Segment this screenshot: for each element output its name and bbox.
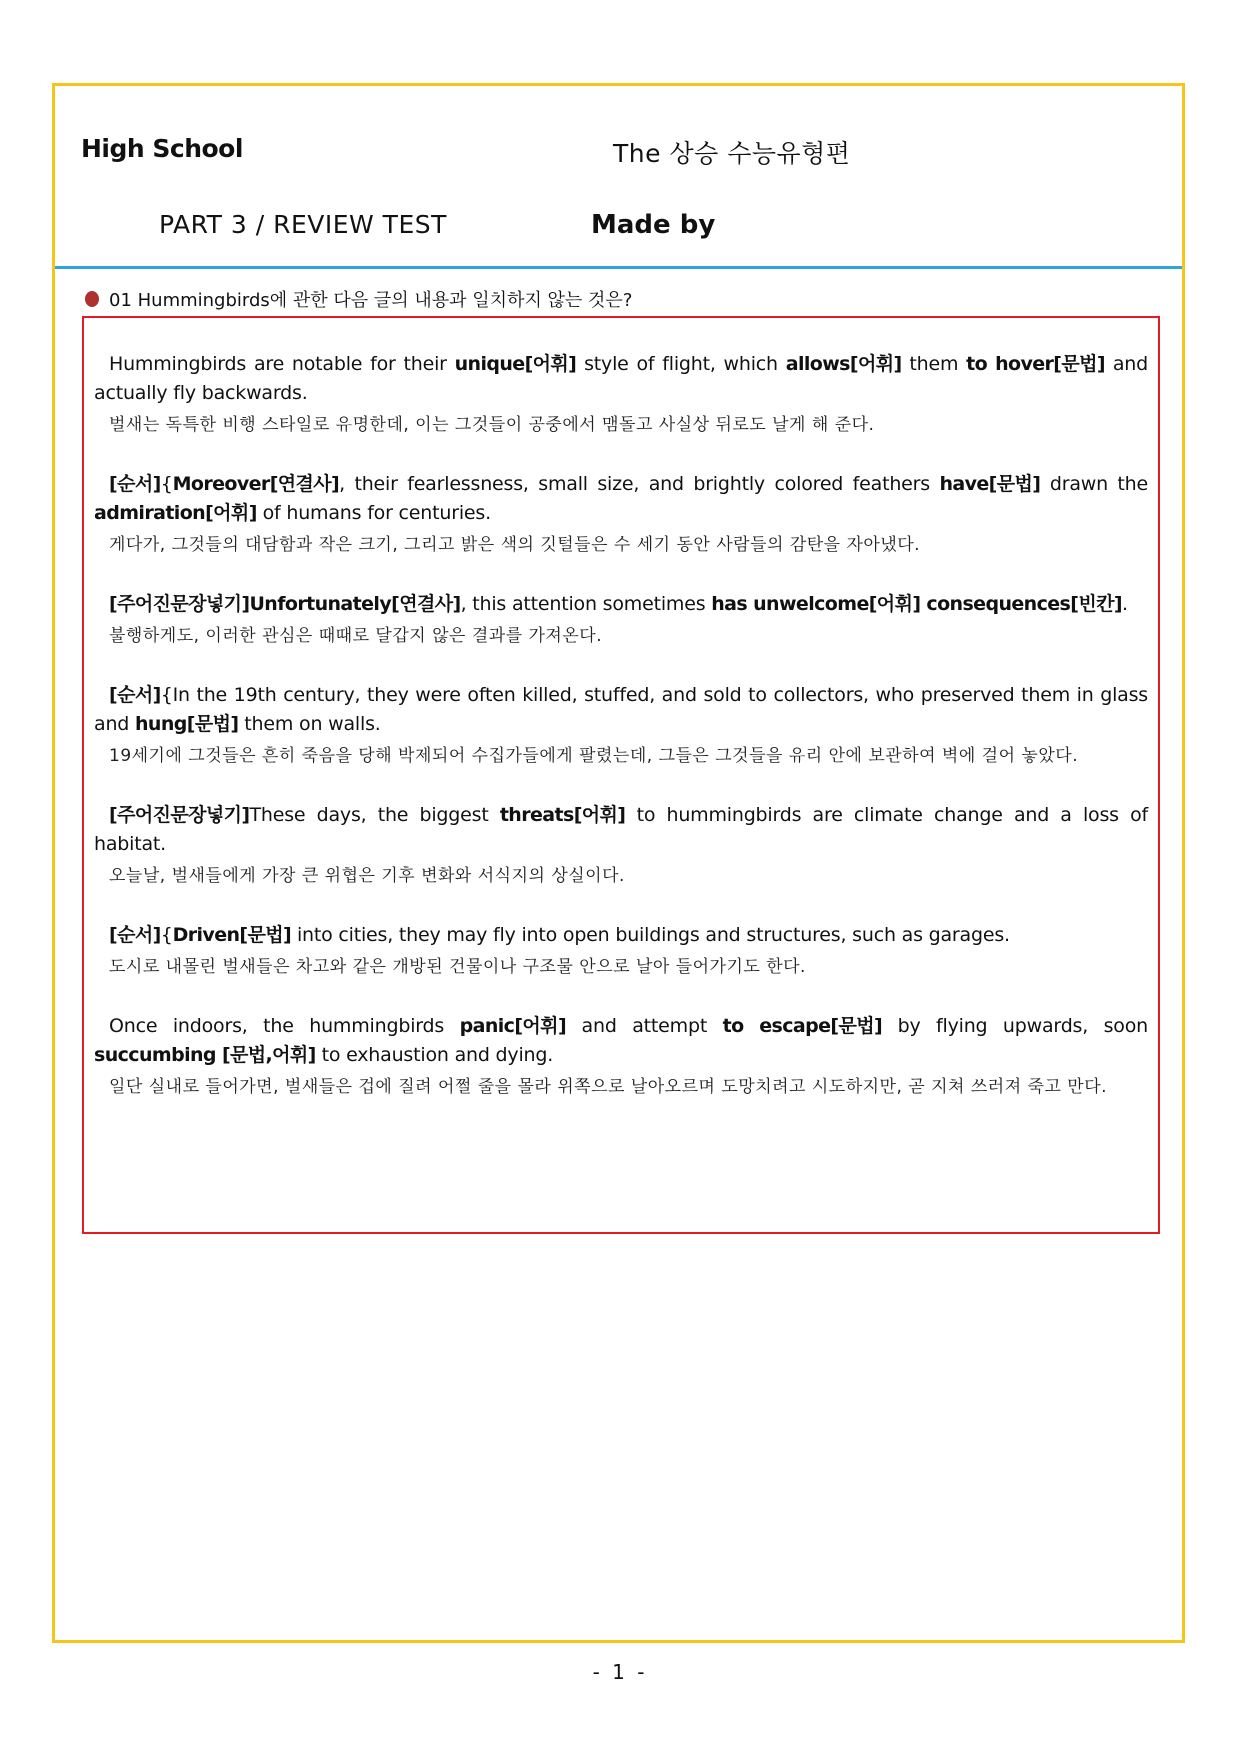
english-sentence bbox=[94, 1012, 1148, 1070]
korean-translation: 일단 실내로 들어가면, 벌새들은 겁에 질려 어쩔 줄을 몰라 위쪽으로 날아오르며 도망치려고 시도하지만, 곧 지쳐 쓰러져 죽고 만다. bbox=[109, 1077, 1108, 1097]
annotated-term: succumbing [문법,어휘] bbox=[94, 1044, 316, 1066]
annotated-term: to hover[문법] bbox=[966, 353, 1105, 375]
annotated-term: [순서] bbox=[109, 924, 161, 946]
annotated-term: admiration[어휘] bbox=[94, 502, 257, 524]
annotated-term: to escape[문법] bbox=[722, 1015, 883, 1037]
annotated-term: [주어진문장넣기] bbox=[109, 804, 250, 826]
sentence-text: style of flight, which bbox=[576, 353, 786, 375]
page-number: - 1 - bbox=[592, 1660, 648, 1684]
sentence-text: , their fearlessness, small size, and brightly colored feathers bbox=[339, 473, 940, 495]
passage-paragraph bbox=[94, 350, 1148, 440]
sentence-text: them on walls. bbox=[238, 713, 381, 735]
annotated-term: [순서] bbox=[109, 473, 161, 495]
english-sentence bbox=[94, 921, 1148, 950]
page-frame bbox=[52, 83, 1185, 1643]
passage-paragraph bbox=[94, 590, 1148, 651]
sentence-text: . bbox=[1121, 593, 1128, 615]
question-line bbox=[85, 286, 632, 312]
sentence-text: {In the 19th century, they were often killed, stuffed, and sold to collectors, who preserved them in glass and bbox=[94, 684, 1148, 735]
annotated-term: Unfortunately[연결사] bbox=[249, 593, 461, 615]
sentence-text: These days, the biggest bbox=[249, 804, 500, 826]
sentence-text: into cities, they may fly into open buildings and structures, such as garages. bbox=[291, 924, 1010, 946]
part-title: PART 3 / REVIEW TEST bbox=[159, 210, 447, 239]
korean-translation: 게다가, 그것들의 대담함과 작은 크기, 그리고 밝은 색의 깃털들은 수 세기 동안 사람들의 감탄을 자아냈다. bbox=[109, 535, 921, 555]
book-title: The 상승 수능유형편 bbox=[613, 139, 851, 168]
sentence-text: to hummingbirds are climate change and a loss of habitat. bbox=[94, 804, 1148, 855]
passage-paragraph bbox=[94, 921, 1148, 982]
korean-translation: 벌새는 독특한 비행 스타일로 유명한데, 이는 그것들이 공중에서 맴돌고 사실상 뒤로도 날게 해 준다. bbox=[109, 415, 875, 435]
annotated-term: Driven[문법] bbox=[172, 924, 292, 946]
annotated-term: panic[어휘] bbox=[459, 1015, 567, 1037]
annotated-term: hung[문법] bbox=[135, 713, 239, 735]
sentence-text: , this attention sometimes bbox=[460, 593, 712, 615]
sentence-text: by flying upwards, soon bbox=[882, 1015, 1148, 1037]
korean-translation: 오늘날, 벌새들에게 가장 큰 위협은 기후 변화와 서식지의 상실이다. bbox=[109, 866, 625, 886]
english-sentence bbox=[94, 350, 1148, 408]
passage-paragraph bbox=[94, 681, 1148, 771]
english-sentence bbox=[94, 590, 1148, 619]
sentence-text: { bbox=[160, 924, 173, 946]
sentence-text: of humans for centuries. bbox=[256, 502, 491, 524]
annotated-term: Moreover[연결사] bbox=[172, 473, 340, 495]
sentence-text: and actually fly backwards. bbox=[94, 353, 1148, 404]
bullet-icon bbox=[85, 291, 99, 307]
english-sentence bbox=[94, 801, 1148, 859]
annotated-term: has unwelcome[어휘] consequences[빈칸] bbox=[711, 593, 1122, 615]
question-text: 01 Hummingbirds에 관한 다음 글의 내용과 일치하지 않는 것은? bbox=[109, 290, 633, 311]
sentence-text: them bbox=[901, 353, 967, 375]
school-level: High School bbox=[81, 134, 243, 163]
sentence-text: { bbox=[160, 473, 173, 495]
annotated-term: allows[어휘] bbox=[785, 353, 902, 375]
annotated-term: unique[어휘] bbox=[454, 353, 577, 375]
header-divider bbox=[55, 266, 1182, 269]
annotated-term: [순서] bbox=[109, 684, 161, 706]
passage-paragraph bbox=[94, 1012, 1148, 1102]
sentence-text: to exhaustion and dying. bbox=[315, 1044, 554, 1066]
sentence-text: drawn the bbox=[1040, 473, 1149, 495]
korean-translation: 19세기에 그것들은 흔히 죽음을 당해 박제되어 수집가들에게 팔렸는데, 그들은 그것들을 유리 안에 보관하여 벽에 걸어 놓았다. bbox=[109, 746, 1079, 766]
sentence-text: Hummingbirds are notable for their bbox=[109, 353, 455, 375]
annotated-term: have[문법] bbox=[939, 473, 1041, 495]
made-by-label: Made by bbox=[591, 210, 716, 240]
sentence-text: Once indoors, the hummingbirds bbox=[109, 1015, 460, 1037]
annotated-term: [주어진문장넣기] bbox=[109, 593, 250, 615]
english-sentence bbox=[94, 470, 1148, 528]
english-sentence bbox=[94, 681, 1148, 739]
passage-paragraph bbox=[94, 801, 1148, 891]
annotated-term: threats[어휘] bbox=[499, 804, 626, 826]
korean-translation: 도시로 내몰린 벌새들은 차고와 같은 개방된 건물이나 구조물 안으로 날아 들어가기도 한다. bbox=[109, 957, 806, 977]
sentence-text: and attempt bbox=[566, 1015, 723, 1037]
passage-box bbox=[82, 316, 1160, 1234]
korean-translation: 불행하게도, 이러한 관심은 때때로 달갑지 않은 결과를 가져온다. bbox=[109, 626, 603, 646]
passage-paragraph bbox=[94, 470, 1148, 560]
